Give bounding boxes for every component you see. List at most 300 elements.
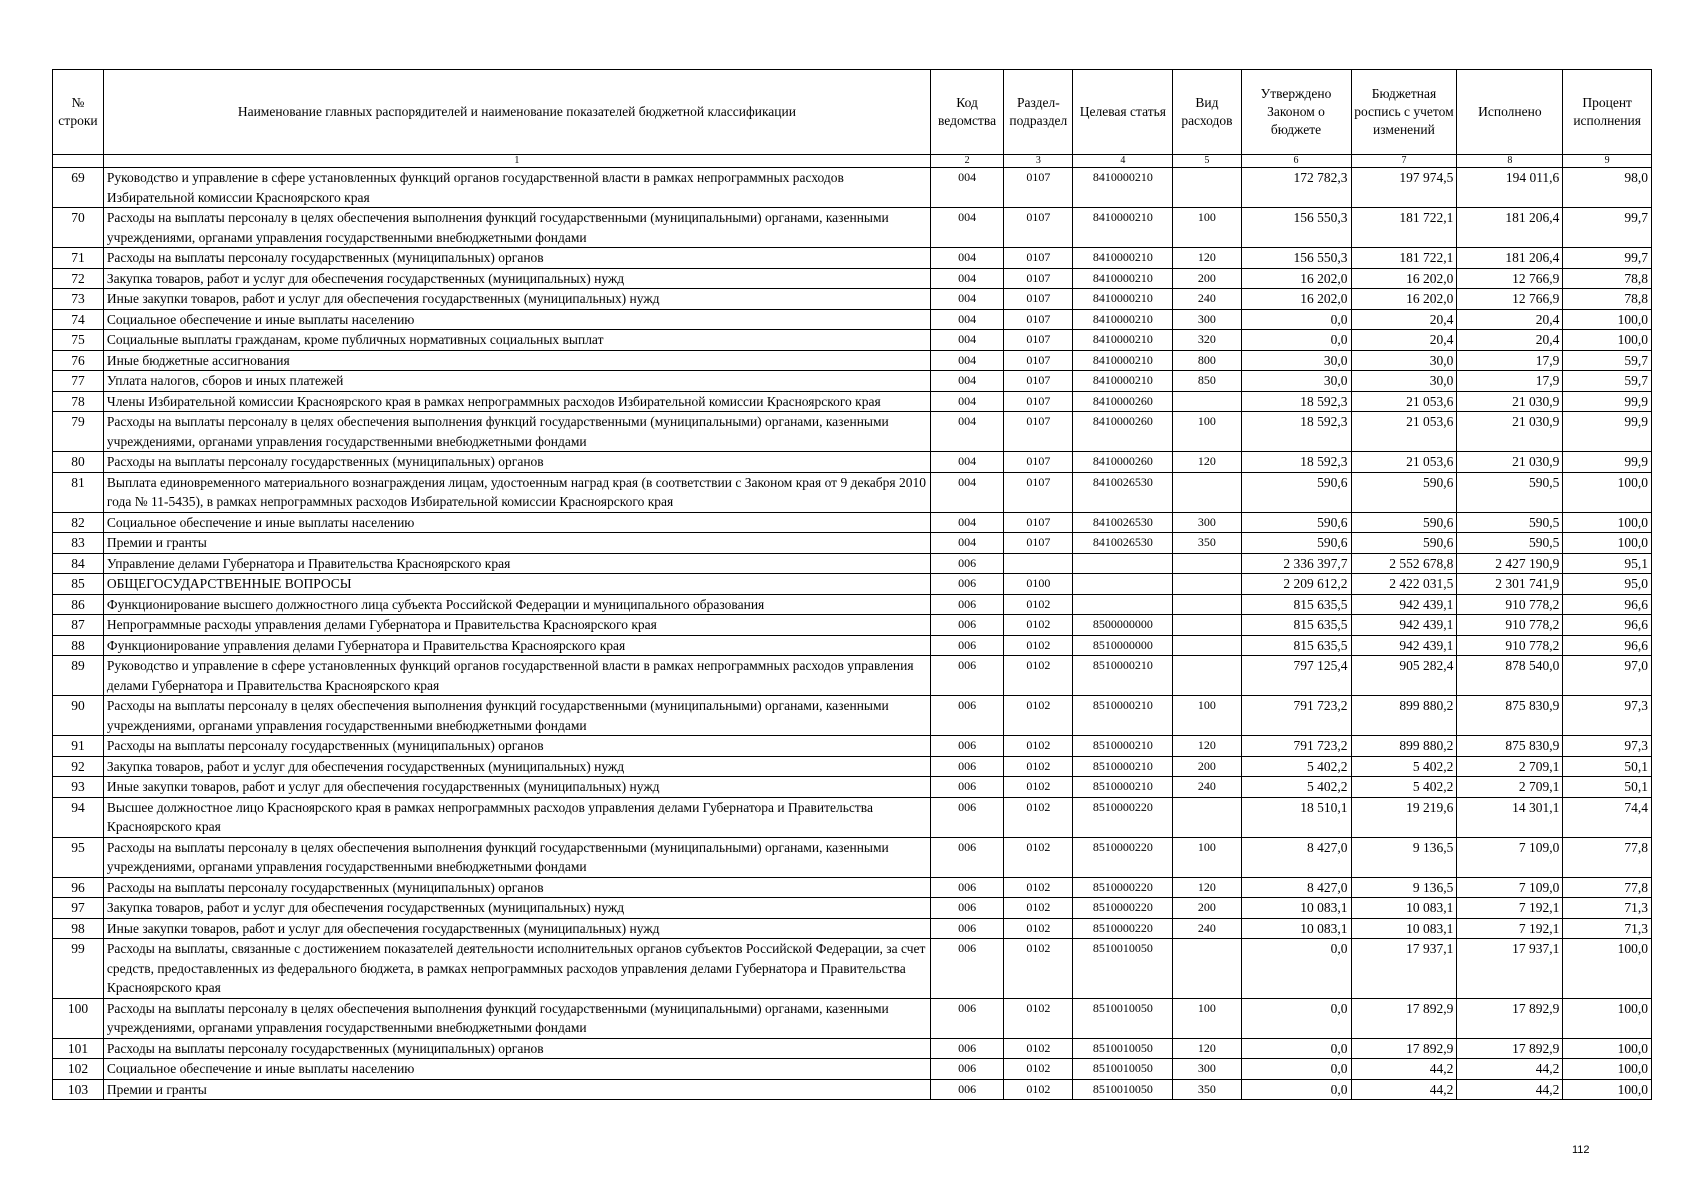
approved-header: Утверждено Законом о бюджете xyxy=(1241,70,1351,155)
name-cell: Закупка товаров, работ и услуг для обеспечения государственных (муниципальных) нужд xyxy=(103,268,930,289)
expense-type-cell xyxy=(1173,168,1241,208)
expense-type-cell xyxy=(1173,472,1241,512)
section-cell: 0102 xyxy=(1004,656,1073,696)
executed-cell: 875 830,9 xyxy=(1457,736,1563,757)
section-cell: 0102 xyxy=(1004,918,1073,939)
section-cell: 0102 xyxy=(1004,594,1073,615)
section-cell xyxy=(1004,553,1073,574)
budget-list-cell: 5 402,2 xyxy=(1351,756,1457,777)
approved-cell: 0,0 xyxy=(1241,1059,1351,1080)
row-number-cell: 84 xyxy=(53,553,104,574)
row-number-cell: 83 xyxy=(53,533,104,554)
page-number: 112 xyxy=(1572,1144,1590,1156)
percent-cell: 100,0 xyxy=(1563,472,1652,512)
table-row xyxy=(53,371,1652,392)
target-article-cell: 8510000220 xyxy=(1073,918,1173,939)
approved-cell: 797 125,4 xyxy=(1241,656,1351,696)
budget-list-cell: 899 880,2 xyxy=(1351,696,1457,736)
approved-cell: 0,0 xyxy=(1241,309,1351,330)
column-number: 3 xyxy=(1004,155,1073,168)
expense-type-cell xyxy=(1173,797,1241,837)
expense-type-cell xyxy=(1173,391,1241,412)
percent-cell: 78,8 xyxy=(1563,289,1652,310)
section-cell: 0102 xyxy=(1004,1059,1073,1080)
header-row xyxy=(53,70,1652,155)
target-article-cell: 8410000260 xyxy=(1073,412,1173,452)
executed-cell: 590,5 xyxy=(1457,512,1563,533)
table-row xyxy=(53,594,1652,615)
budget-list-cell: 19 219,6 xyxy=(1351,797,1457,837)
target-article-cell: 8410000210 xyxy=(1073,350,1173,371)
row-number-cell: 82 xyxy=(53,512,104,533)
section-cell: 0107 xyxy=(1004,268,1073,289)
department-code-cell: 006 xyxy=(930,1059,1003,1080)
executed-cell: 12 766,9 xyxy=(1457,268,1563,289)
row-number-cell: 88 xyxy=(53,635,104,656)
executed-cell: 590,5 xyxy=(1457,533,1563,554)
target-article-cell: 8510000000 xyxy=(1073,635,1173,656)
table-row xyxy=(53,248,1652,269)
row-number-cell: 70 xyxy=(53,208,104,248)
name-cell: Руководство и управление в сфере установленных функций органов государственной власти в рамках непрограммных расходов Избирательной комиссии Красноярского края xyxy=(103,168,930,208)
column-number: 7 xyxy=(1351,155,1457,168)
section-cell: 0102 xyxy=(1004,837,1073,877)
department-code-cell: 006 xyxy=(930,998,1003,1038)
table-row xyxy=(53,898,1652,919)
target-article-cell: 8510000210 xyxy=(1073,736,1173,757)
row-number-cell: 80 xyxy=(53,452,104,473)
department-code-cell: 004 xyxy=(930,208,1003,248)
approved-cell: 18 592,3 xyxy=(1241,412,1351,452)
row-number-cell: 90 xyxy=(53,696,104,736)
expense-type-cell: 320 xyxy=(1173,330,1241,351)
budget-list-cell: 9 136,5 xyxy=(1351,877,1457,898)
target-article-cell: 8510010050 xyxy=(1073,1038,1173,1059)
executed-cell: 21 030,9 xyxy=(1457,391,1563,412)
name-cell: Премии и гранты xyxy=(103,1079,930,1100)
executed-cell: 910 778,2 xyxy=(1457,635,1563,656)
name-cell: Расходы на выплаты персоналу в целях обеспечения выполнения функций государственными (муниципальными) органами, казенными учреждениями, органами управления государственными внебюджетными фондами xyxy=(103,998,930,1038)
target-article-cell: 8510010050 xyxy=(1073,1059,1173,1080)
name-header: Наименование главных распорядителей и наименование показателей бюджетной классификации xyxy=(103,70,930,155)
name-cell: Социальное обеспечение и иные выплаты населению xyxy=(103,309,930,330)
department-code-header: Код ведомства xyxy=(930,70,1003,155)
executed-cell: 2 427 190,9 xyxy=(1457,553,1563,574)
target-article-header: Целевая статья xyxy=(1073,70,1173,155)
column-number: 8 xyxy=(1457,155,1563,168)
executed-cell: 181 206,4 xyxy=(1457,208,1563,248)
approved-cell: 590,6 xyxy=(1241,512,1351,533)
approved-cell: 0,0 xyxy=(1241,998,1351,1038)
target-article-cell: 8510010050 xyxy=(1073,1079,1173,1100)
target-article-cell: 8510010050 xyxy=(1073,998,1173,1038)
target-article-cell: 8410000210 xyxy=(1073,268,1173,289)
budget-list-cell: 197 974,5 xyxy=(1351,168,1457,208)
budget-list-cell: 590,6 xyxy=(1351,472,1457,512)
name-cell: Расходы на выплаты, связанные с достижением показателей деятельности исполнительных органов субъектов Российской Федерации, за счет средств, предоставленных из федерального бюджета, в рамках непрограммных расходов управления делами Губернатора и Правительства Красноярского края xyxy=(103,939,930,999)
row-number-cell: 100 xyxy=(53,998,104,1038)
executed-cell: 14 301,1 xyxy=(1457,797,1563,837)
expense-type-cell xyxy=(1173,939,1241,999)
table-row xyxy=(53,736,1652,757)
target-article-cell: 8410000210 xyxy=(1073,289,1173,310)
target-article-cell: 8510000210 xyxy=(1073,696,1173,736)
percent-cell: 71,3 xyxy=(1563,898,1652,919)
target-article-cell: 8510000220 xyxy=(1073,898,1173,919)
budget-list-cell: 942 439,1 xyxy=(1351,635,1457,656)
department-code-cell: 006 xyxy=(930,777,1003,798)
row-number-cell: 86 xyxy=(53,594,104,615)
department-code-cell: 006 xyxy=(930,574,1003,595)
target-article-cell: 8510000220 xyxy=(1073,877,1173,898)
name-cell: Расходы на выплаты персоналу в целях обеспечения выполнения функций государственными (муниципальными) органами, казенными учреждениями, органами управления государственными внебюджетными фондами xyxy=(103,412,930,452)
section-cell: 0107 xyxy=(1004,350,1073,371)
budget-list-cell: 942 439,1 xyxy=(1351,594,1457,615)
table-row xyxy=(53,1079,1652,1100)
section-cell: 0107 xyxy=(1004,512,1073,533)
target-article-cell: 8410000210 xyxy=(1073,248,1173,269)
expense-type-cell: 120 xyxy=(1173,1038,1241,1059)
row-number-cell: 93 xyxy=(53,777,104,798)
budget-list-cell: 44,2 xyxy=(1351,1059,1457,1080)
executed-cell: 7 109,0 xyxy=(1457,837,1563,877)
department-code-cell: 006 xyxy=(930,1079,1003,1100)
name-cell: Расходы на выплаты персоналу государственных (муниципальных) органов xyxy=(103,452,930,473)
name-cell: Функционирование управления делами Губернатора и Правительства Красноярского края xyxy=(103,635,930,656)
section-cell: 0107 xyxy=(1004,412,1073,452)
executed-cell: 7 109,0 xyxy=(1457,877,1563,898)
percent-cell: 96,6 xyxy=(1563,615,1652,636)
table-row xyxy=(53,330,1652,351)
expense-type-cell: 240 xyxy=(1173,777,1241,798)
row-number-cell: 97 xyxy=(53,898,104,919)
table-row xyxy=(53,998,1652,1038)
name-cell: Расходы на выплаты персоналу государственных (муниципальных) органов xyxy=(103,877,930,898)
percent-cell: 99,9 xyxy=(1563,452,1652,473)
department-code-cell: 006 xyxy=(930,939,1003,999)
section-cell: 0107 xyxy=(1004,452,1073,473)
table-row xyxy=(53,635,1652,656)
expense-type-cell: 240 xyxy=(1173,918,1241,939)
name-cell: Социальное обеспечение и иные выплаты населению xyxy=(103,512,930,533)
column-number-row xyxy=(53,155,1652,168)
name-cell: Выплата единовременного материального вознаграждения лицам, удостоенным наград края (в соответствии с Законом края от 9 декабря 2010 года № 11-5435), в рамках непрограммных расходов Избирательной комиссии Красноярского края xyxy=(103,472,930,512)
budget-list-cell: 20,4 xyxy=(1351,309,1457,330)
department-code-cell: 006 xyxy=(930,553,1003,574)
executed-cell: 910 778,2 xyxy=(1457,615,1563,636)
expense-type-cell: 300 xyxy=(1173,512,1241,533)
name-cell: Иные закупки товаров, работ и услуг для обеспечения государственных (муниципальных) нужд xyxy=(103,777,930,798)
row-number-cell: 96 xyxy=(53,877,104,898)
section-cell: 0107 xyxy=(1004,208,1073,248)
percent-cell: 59,7 xyxy=(1563,350,1652,371)
name-cell: Высшее должностное лицо Красноярского края в рамках непрограммных расходов управления делами Губернатора и Правительства Красноярского края xyxy=(103,797,930,837)
expense-type-cell: 100 xyxy=(1173,837,1241,877)
row-number-cell: 77 xyxy=(53,371,104,392)
department-code-cell: 004 xyxy=(930,248,1003,269)
section-cell: 0102 xyxy=(1004,615,1073,636)
table-row xyxy=(53,168,1652,208)
budget-list-cell: 20,4 xyxy=(1351,330,1457,351)
percent-cell: 100,0 xyxy=(1563,939,1652,999)
section-cell: 0107 xyxy=(1004,168,1073,208)
section-cell: 0102 xyxy=(1004,736,1073,757)
expense-type-header: Вид расходов xyxy=(1173,70,1241,155)
approved-cell: 172 782,3 xyxy=(1241,168,1351,208)
row-number-cell: 75 xyxy=(53,330,104,351)
expense-type-cell: 120 xyxy=(1173,736,1241,757)
executed-cell: 194 011,6 xyxy=(1457,168,1563,208)
table-row xyxy=(53,877,1652,898)
approved-cell: 2 336 397,7 xyxy=(1241,553,1351,574)
expense-type-cell xyxy=(1173,615,1241,636)
percent-cell: 78,8 xyxy=(1563,268,1652,289)
row-number-cell: 81 xyxy=(53,472,104,512)
table-row xyxy=(53,289,1652,310)
percent-cell: 95,0 xyxy=(1563,574,1652,595)
column-number: 5 xyxy=(1173,155,1241,168)
percent-cell: 50,1 xyxy=(1563,777,1652,798)
budget-list-cell: 942 439,1 xyxy=(1351,615,1457,636)
department-code-cell: 006 xyxy=(930,736,1003,757)
approved-cell: 0,0 xyxy=(1241,1079,1351,1100)
approved-cell: 8 427,0 xyxy=(1241,837,1351,877)
approved-cell: 5 402,2 xyxy=(1241,756,1351,777)
percent-cell: 97,3 xyxy=(1563,696,1652,736)
department-code-cell: 006 xyxy=(930,918,1003,939)
executed-cell: 17 892,9 xyxy=(1457,998,1563,1038)
approved-cell: 590,6 xyxy=(1241,472,1351,512)
expense-type-cell: 800 xyxy=(1173,350,1241,371)
table-row xyxy=(53,268,1652,289)
executed-cell: 12 766,9 xyxy=(1457,289,1563,310)
approved-cell: 5 402,2 xyxy=(1241,777,1351,798)
executed-cell: 2 709,1 xyxy=(1457,777,1563,798)
executed-cell: 2 301 741,9 xyxy=(1457,574,1563,595)
approved-cell: 18 592,3 xyxy=(1241,391,1351,412)
target-article-cell: 8510000210 xyxy=(1073,777,1173,798)
budget-list-header: Бюджетная роспись с учетом изменений xyxy=(1351,70,1457,155)
approved-cell: 30,0 xyxy=(1241,371,1351,392)
budget-list-cell: 44,2 xyxy=(1351,1079,1457,1100)
section-cell: 0107 xyxy=(1004,391,1073,412)
target-article-cell: 8410000260 xyxy=(1073,452,1173,473)
name-cell: Иные бюджетные ассигнования xyxy=(103,350,930,371)
budget-list-cell: 590,6 xyxy=(1351,533,1457,554)
target-article-cell: 8410000260 xyxy=(1073,391,1173,412)
percent-cell: 77,8 xyxy=(1563,837,1652,877)
expense-type-cell: 300 xyxy=(1173,309,1241,330)
percent-cell: 100,0 xyxy=(1563,998,1652,1038)
executed-cell: 590,5 xyxy=(1457,472,1563,512)
table-row xyxy=(53,208,1652,248)
approved-cell: 590,6 xyxy=(1241,533,1351,554)
table-row xyxy=(53,309,1652,330)
approved-cell: 10 083,1 xyxy=(1241,918,1351,939)
expense-type-cell: 120 xyxy=(1173,248,1241,269)
row-number-cell: 103 xyxy=(53,1079,104,1100)
target-article-cell: 8410000210 xyxy=(1073,208,1173,248)
department-code-cell: 006 xyxy=(930,656,1003,696)
section-cell: 0102 xyxy=(1004,1079,1073,1100)
department-code-cell: 006 xyxy=(930,1038,1003,1059)
executed-cell: 875 830,9 xyxy=(1457,696,1563,736)
executed-cell: 7 192,1 xyxy=(1457,898,1563,919)
name-cell: Расходы на выплаты персоналу государственных (муниципальных) органов xyxy=(103,736,930,757)
percent-cell: 100,0 xyxy=(1563,330,1652,351)
name-cell: Управление делами Губернатора и Правительства Красноярского края xyxy=(103,553,930,574)
expense-type-cell: 350 xyxy=(1173,533,1241,554)
executed-cell: 21 030,9 xyxy=(1457,412,1563,452)
target-article-cell: 8410026530 xyxy=(1073,512,1173,533)
column-number: 1 xyxy=(103,155,930,168)
budget-list-cell: 181 722,1 xyxy=(1351,208,1457,248)
approved-cell: 815 635,5 xyxy=(1241,594,1351,615)
target-article-cell: 8510010050 xyxy=(1073,939,1173,999)
department-code-cell: 006 xyxy=(930,635,1003,656)
section-cell: 0107 xyxy=(1004,330,1073,351)
approved-cell: 0,0 xyxy=(1241,330,1351,351)
department-code-cell: 006 xyxy=(930,877,1003,898)
table-row xyxy=(53,837,1652,877)
section-cell: 0102 xyxy=(1004,1038,1073,1059)
expense-type-cell: 350 xyxy=(1173,1079,1241,1100)
name-cell: Функционирование высшего должностного лица субъекта Российской Федерации и муниципального образования xyxy=(103,594,930,615)
target-article-cell xyxy=(1073,594,1173,615)
row-number-cell: 76 xyxy=(53,350,104,371)
name-cell: Расходы на выплаты персоналу в целях обеспечения выполнения функций государственными (муниципальными) органами, казенными учреждениями, органами управления государственными внебюджетными фондами xyxy=(103,837,930,877)
department-code-cell: 004 xyxy=(930,330,1003,351)
budget-list-cell: 10 083,1 xyxy=(1351,898,1457,919)
row-number-cell: 69 xyxy=(53,168,104,208)
expense-type-cell: 200 xyxy=(1173,268,1241,289)
table-row xyxy=(53,1059,1652,1080)
percent-cell: 96,6 xyxy=(1563,635,1652,656)
row-number-cell: 94 xyxy=(53,797,104,837)
percent-cell: 59,7 xyxy=(1563,371,1652,392)
approved-cell: 18 510,1 xyxy=(1241,797,1351,837)
approved-cell: 815 635,5 xyxy=(1241,635,1351,656)
budget-list-cell: 16 202,0 xyxy=(1351,268,1457,289)
budget-list-cell: 21 053,6 xyxy=(1351,391,1457,412)
row-number-cell: 98 xyxy=(53,918,104,939)
department-code-cell: 006 xyxy=(930,837,1003,877)
target-article-cell: 8410000210 xyxy=(1073,168,1173,208)
section-cell: 0100 xyxy=(1004,574,1073,595)
table-row xyxy=(53,939,1652,999)
row-number-cell: 78 xyxy=(53,391,104,412)
name-cell: Непрограммные расходы управления делами Губернатора и Правительства Красноярского края xyxy=(103,615,930,636)
name-cell: Члены Избирательной комиссии Красноярского края в рамках непрограммных расходов Избирательной комиссии Красноярского края xyxy=(103,391,930,412)
expense-type-cell xyxy=(1173,635,1241,656)
name-cell: Закупка товаров, работ и услуг для обеспечения государственных (муниципальных) нужд xyxy=(103,756,930,777)
department-code-cell: 004 xyxy=(930,533,1003,554)
table-header xyxy=(53,70,1652,168)
table-row xyxy=(53,696,1652,736)
row-number-cell: 92 xyxy=(53,756,104,777)
budget-list-cell: 2 552 678,8 xyxy=(1351,553,1457,574)
approved-cell: 0,0 xyxy=(1241,1038,1351,1059)
budget-list-cell: 21 053,6 xyxy=(1351,452,1457,473)
expense-type-cell: 120 xyxy=(1173,452,1241,473)
expense-type-cell: 200 xyxy=(1173,756,1241,777)
row-number-cell: 85 xyxy=(53,574,104,595)
name-cell: Руководство и управление в сфере установленных функций органов государственной власти в рамках непрограммных расходов управления делами Губернатора и Правительства Красноярского края xyxy=(103,656,930,696)
section-cell: 0107 xyxy=(1004,248,1073,269)
percent-cell: 99,7 xyxy=(1563,208,1652,248)
expense-type-cell xyxy=(1173,594,1241,615)
row-number-cell: 72 xyxy=(53,268,104,289)
row-number-cell: 91 xyxy=(53,736,104,757)
percent-cell: 100,0 xyxy=(1563,1079,1652,1100)
target-article-cell: 8500000000 xyxy=(1073,615,1173,636)
budget-list-cell: 905 282,4 xyxy=(1351,656,1457,696)
executed-cell: 2 709,1 xyxy=(1457,756,1563,777)
executed-cell: 910 778,2 xyxy=(1457,594,1563,615)
expense-type-cell: 240 xyxy=(1173,289,1241,310)
section-cell: 0107 xyxy=(1004,289,1073,310)
percent-cell: 99,7 xyxy=(1563,248,1652,269)
budget-list-cell: 10 083,1 xyxy=(1351,918,1457,939)
target-article-cell: 8510000220 xyxy=(1073,797,1173,837)
expense-type-cell: 850 xyxy=(1173,371,1241,392)
budget-list-cell: 30,0 xyxy=(1351,350,1457,371)
row-number-cell: 101 xyxy=(53,1038,104,1059)
name-cell: Иные закупки товаров, работ и услуг для обеспечения государственных (муниципальных) нужд xyxy=(103,918,930,939)
approved-cell: 30,0 xyxy=(1241,350,1351,371)
department-code-cell: 004 xyxy=(930,289,1003,310)
expense-type-cell: 120 xyxy=(1173,877,1241,898)
section-cell: 0102 xyxy=(1004,998,1073,1038)
percent-cell: 100,0 xyxy=(1563,1059,1652,1080)
target-article-cell: 8410026530 xyxy=(1073,533,1173,554)
table-row xyxy=(53,391,1652,412)
section-cell: 0107 xyxy=(1004,533,1073,554)
target-article-cell: 8510000220 xyxy=(1073,837,1173,877)
department-code-cell: 004 xyxy=(930,168,1003,208)
percent-cell: 96,6 xyxy=(1563,594,1652,615)
name-cell: ОБЩЕГОСУДАРСТВЕННЫЕ ВОПРОСЫ xyxy=(103,574,930,595)
department-code-cell: 004 xyxy=(930,472,1003,512)
name-cell: Закупка товаров, работ и услуг для обеспечения государственных (муниципальных) нужд xyxy=(103,898,930,919)
name-cell: Расходы на выплаты персоналу государственных (муниципальных) органов xyxy=(103,248,930,269)
row-number-cell: 102 xyxy=(53,1059,104,1080)
expense-type-cell: 100 xyxy=(1173,998,1241,1038)
percent-cell: 100,0 xyxy=(1563,1038,1652,1059)
department-code-cell: 004 xyxy=(930,452,1003,473)
budget-list-cell: 17 892,9 xyxy=(1351,998,1457,1038)
expense-type-cell: 300 xyxy=(1173,1059,1241,1080)
executed-cell: 17,9 xyxy=(1457,371,1563,392)
budget-list-cell: 181 722,1 xyxy=(1351,248,1457,269)
target-article-cell: 8510000210 xyxy=(1073,656,1173,696)
section-cell: 0102 xyxy=(1004,797,1073,837)
name-cell: Премии и гранты xyxy=(103,533,930,554)
percent-cell: 98,0 xyxy=(1563,168,1652,208)
column-number-blank xyxy=(53,155,104,168)
department-code-cell: 006 xyxy=(930,797,1003,837)
section-cell: 0102 xyxy=(1004,756,1073,777)
target-article-cell: 8410000210 xyxy=(1073,330,1173,351)
row-number-cell: 79 xyxy=(53,412,104,452)
percent-cell: 100,0 xyxy=(1563,512,1652,533)
department-code-cell: 004 xyxy=(930,512,1003,533)
table-row xyxy=(53,574,1652,595)
column-number: 6 xyxy=(1241,155,1351,168)
department-code-cell: 004 xyxy=(930,412,1003,452)
name-cell: Расходы на выплаты персоналу государственных (муниципальных) органов xyxy=(103,1038,930,1059)
section-cell: 0107 xyxy=(1004,309,1073,330)
